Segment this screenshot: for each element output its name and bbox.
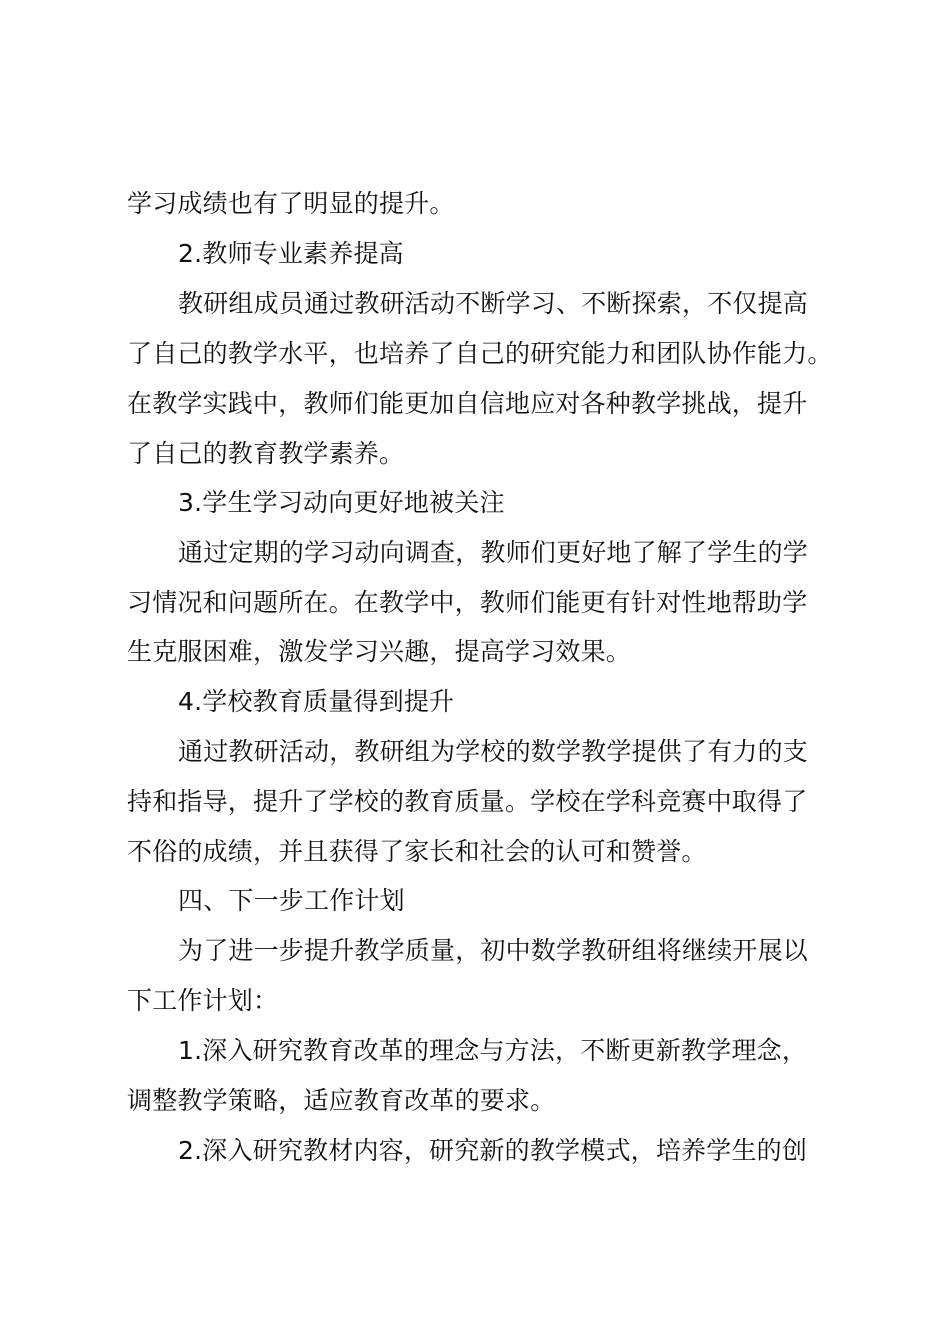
section-heading: 4.学校教育质量得到提升 — [178, 687, 455, 716]
paragraph-line: 了自己的教育教学素养。 — [127, 439, 405, 468]
paragraph-line: 下工作计划： — [127, 986, 279, 1015]
section-heading: 3.学生学习动向更好地被关注 — [178, 488, 505, 517]
list-item-line: 2.深入研究教材内容，研究新的教学模式，培养学生的创 — [178, 1136, 808, 1165]
paragraph-line: 为了进一步提升教学质量，初中数学教研组将继续开展以 — [178, 936, 809, 965]
paragraph-line: 通过定期的学习动向调查，教师们更好地了解了学生的学 — [178, 538, 809, 567]
paragraph-line: 生克服困难，激发学习兴趣，提高学习效果。 — [127, 637, 632, 666]
paragraph-line: 学习成绩也有了明显的提升。 — [127, 189, 455, 218]
paragraph-line: 教研组成员通过教研活动不断学习、不断探索，不仅提高 — [178, 289, 809, 318]
paragraph-line: 习情况和问题所在。在教学中，教师们能更有针对性地帮助学 — [127, 588, 808, 617]
paragraph-line: 不俗的成绩，并且获得了家长和社会的认可和赞誉。 — [127, 837, 707, 866]
section-heading: 2.教师专业素养提高 — [178, 239, 404, 268]
section-heading: 四、下一步工作计划 — [178, 886, 405, 915]
paragraph-line: 持和指导，提升了学校的教育质量。学校在学科竞赛中取得了 — [127, 787, 808, 816]
paragraph-line: 了自己的教学水平，也培养了自己的研究能力和团队协作能力。 — [127, 339, 833, 368]
list-item-line: 调整教学策略，适应教育改革的要求。 — [127, 1086, 556, 1115]
paragraph-line: 通过教研活动，教研组为学校的数学教学提供了有力的支 — [178, 737, 809, 766]
paragraph-line: 在教学实践中，教师们能更加自信地应对各种教学挑战，提升 — [127, 389, 808, 418]
list-item-line: 1.深入研究教育改革的理念与方法，不断更新教学理念， — [178, 1036, 808, 1065]
